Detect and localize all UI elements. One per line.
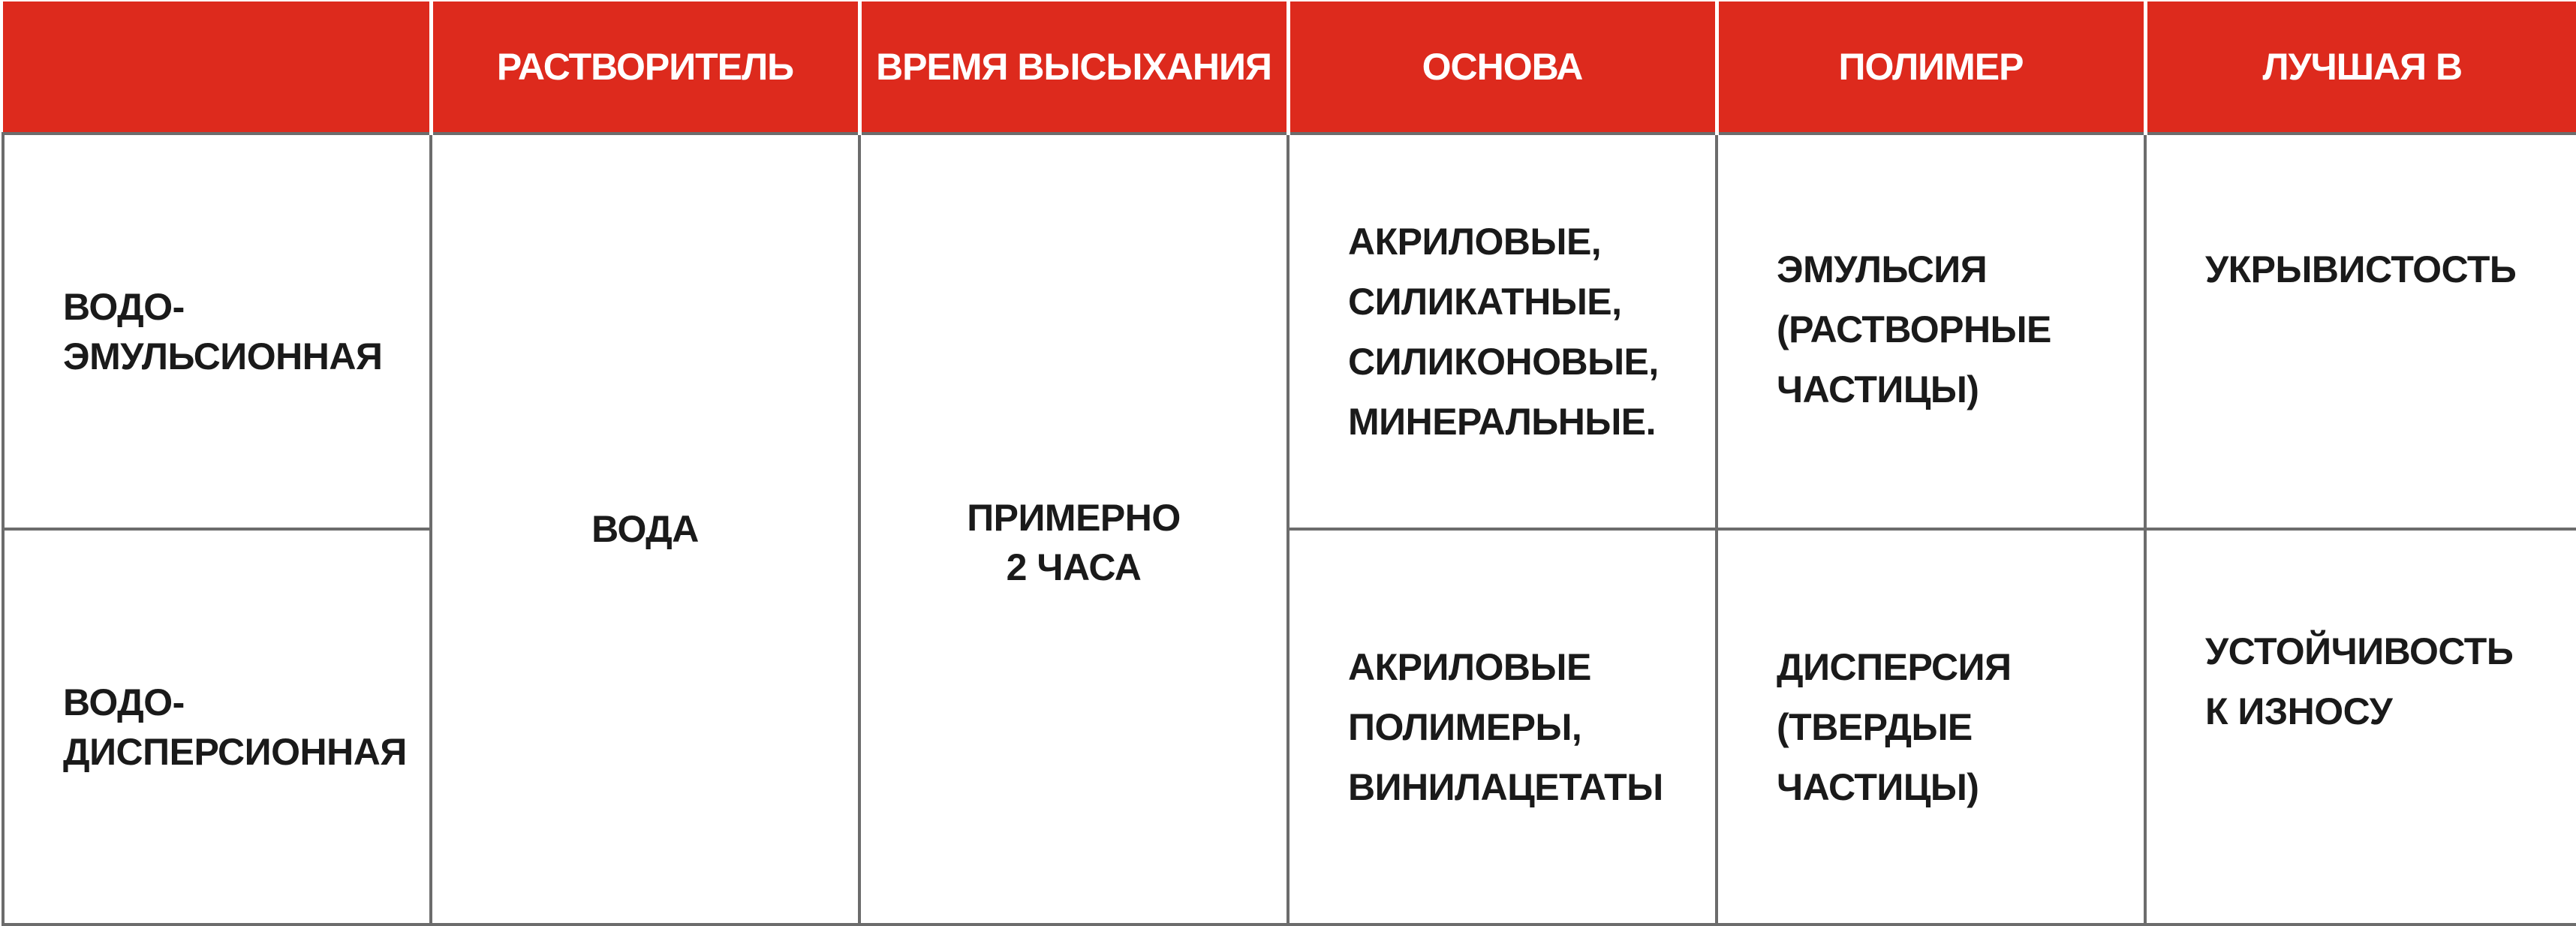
- table-body: [3, 134, 2576, 924]
- header-solvent: РАСТВОРИТЕЛЬ: [431, 2, 859, 134]
- solvent-value: ВОДА: [591, 508, 699, 550]
- header-row: [3, 2, 2576, 134]
- best-in-cell: [2145, 134, 2576, 529]
- table-row: [3, 134, 2576, 529]
- row-label-water-dispersion: [3, 529, 431, 924]
- header-drying-time: ВРЕМЯ ВЫСЫХАНИЯ: [859, 2, 1288, 134]
- best-in-cell: [2145, 529, 2576, 924]
- best-in-value: УКРЫВИСТОСТЬ: [2205, 248, 2517, 290]
- best-in-value: УСТОЙЧИВОСТЬ К ИЗНОСУ: [2205, 630, 2514, 732]
- base-cell: [1288, 529, 1717, 924]
- header-base: ОСНОВА: [1288, 2, 1717, 134]
- polymer-cell: [1717, 134, 2145, 529]
- polymer-value: ЭМУЛЬСИЯ (РАСТВОРНЫЕ ЧАСТИЦЫ): [1777, 248, 2051, 410]
- base-value: АКРИЛОВЫЕ ПОЛИМЕРЫ, ВИНИЛАЦЕТАТЫ: [1348, 645, 1663, 808]
- header-polymer: ПОЛИМЕР: [1717, 2, 2145, 134]
- drying-time-cell: [859, 134, 1288, 924]
- row-label-text: ВОДО- ДИСПЕРСИОННАЯ: [63, 681, 407, 773]
- row-label-text: ВОДО- ЭМУЛЬСИОННАЯ: [63, 285, 383, 377]
- header-best-in: ЛУЧШАЯ В: [2145, 2, 2576, 134]
- row-label-water-emulsion: [3, 134, 431, 529]
- paint-comparison-table: [2, 2, 2576, 926]
- polymer-cell: [1717, 529, 2145, 924]
- base-value: АКРИЛОВЫЕ, СИЛИКАТНЫЕ, СИЛИКОНОВЫЕ, МИНЕРАЛЬНЫЕ.: [1348, 220, 1659, 443]
- table-header: [3, 2, 2576, 134]
- polymer-value: ДИСПЕРСИЯ (ТВЕРДЫЕ ЧАСТИЦЫ): [1777, 645, 2012, 808]
- header-corner-cell: [3, 2, 431, 134]
- solvent-cell: [431, 134, 859, 924]
- drying-time-value: ПРИМЕРНО 2 ЧАСА: [967, 497, 1181, 588]
- base-cell: [1288, 134, 1717, 529]
- table-row: [3, 529, 2576, 924]
